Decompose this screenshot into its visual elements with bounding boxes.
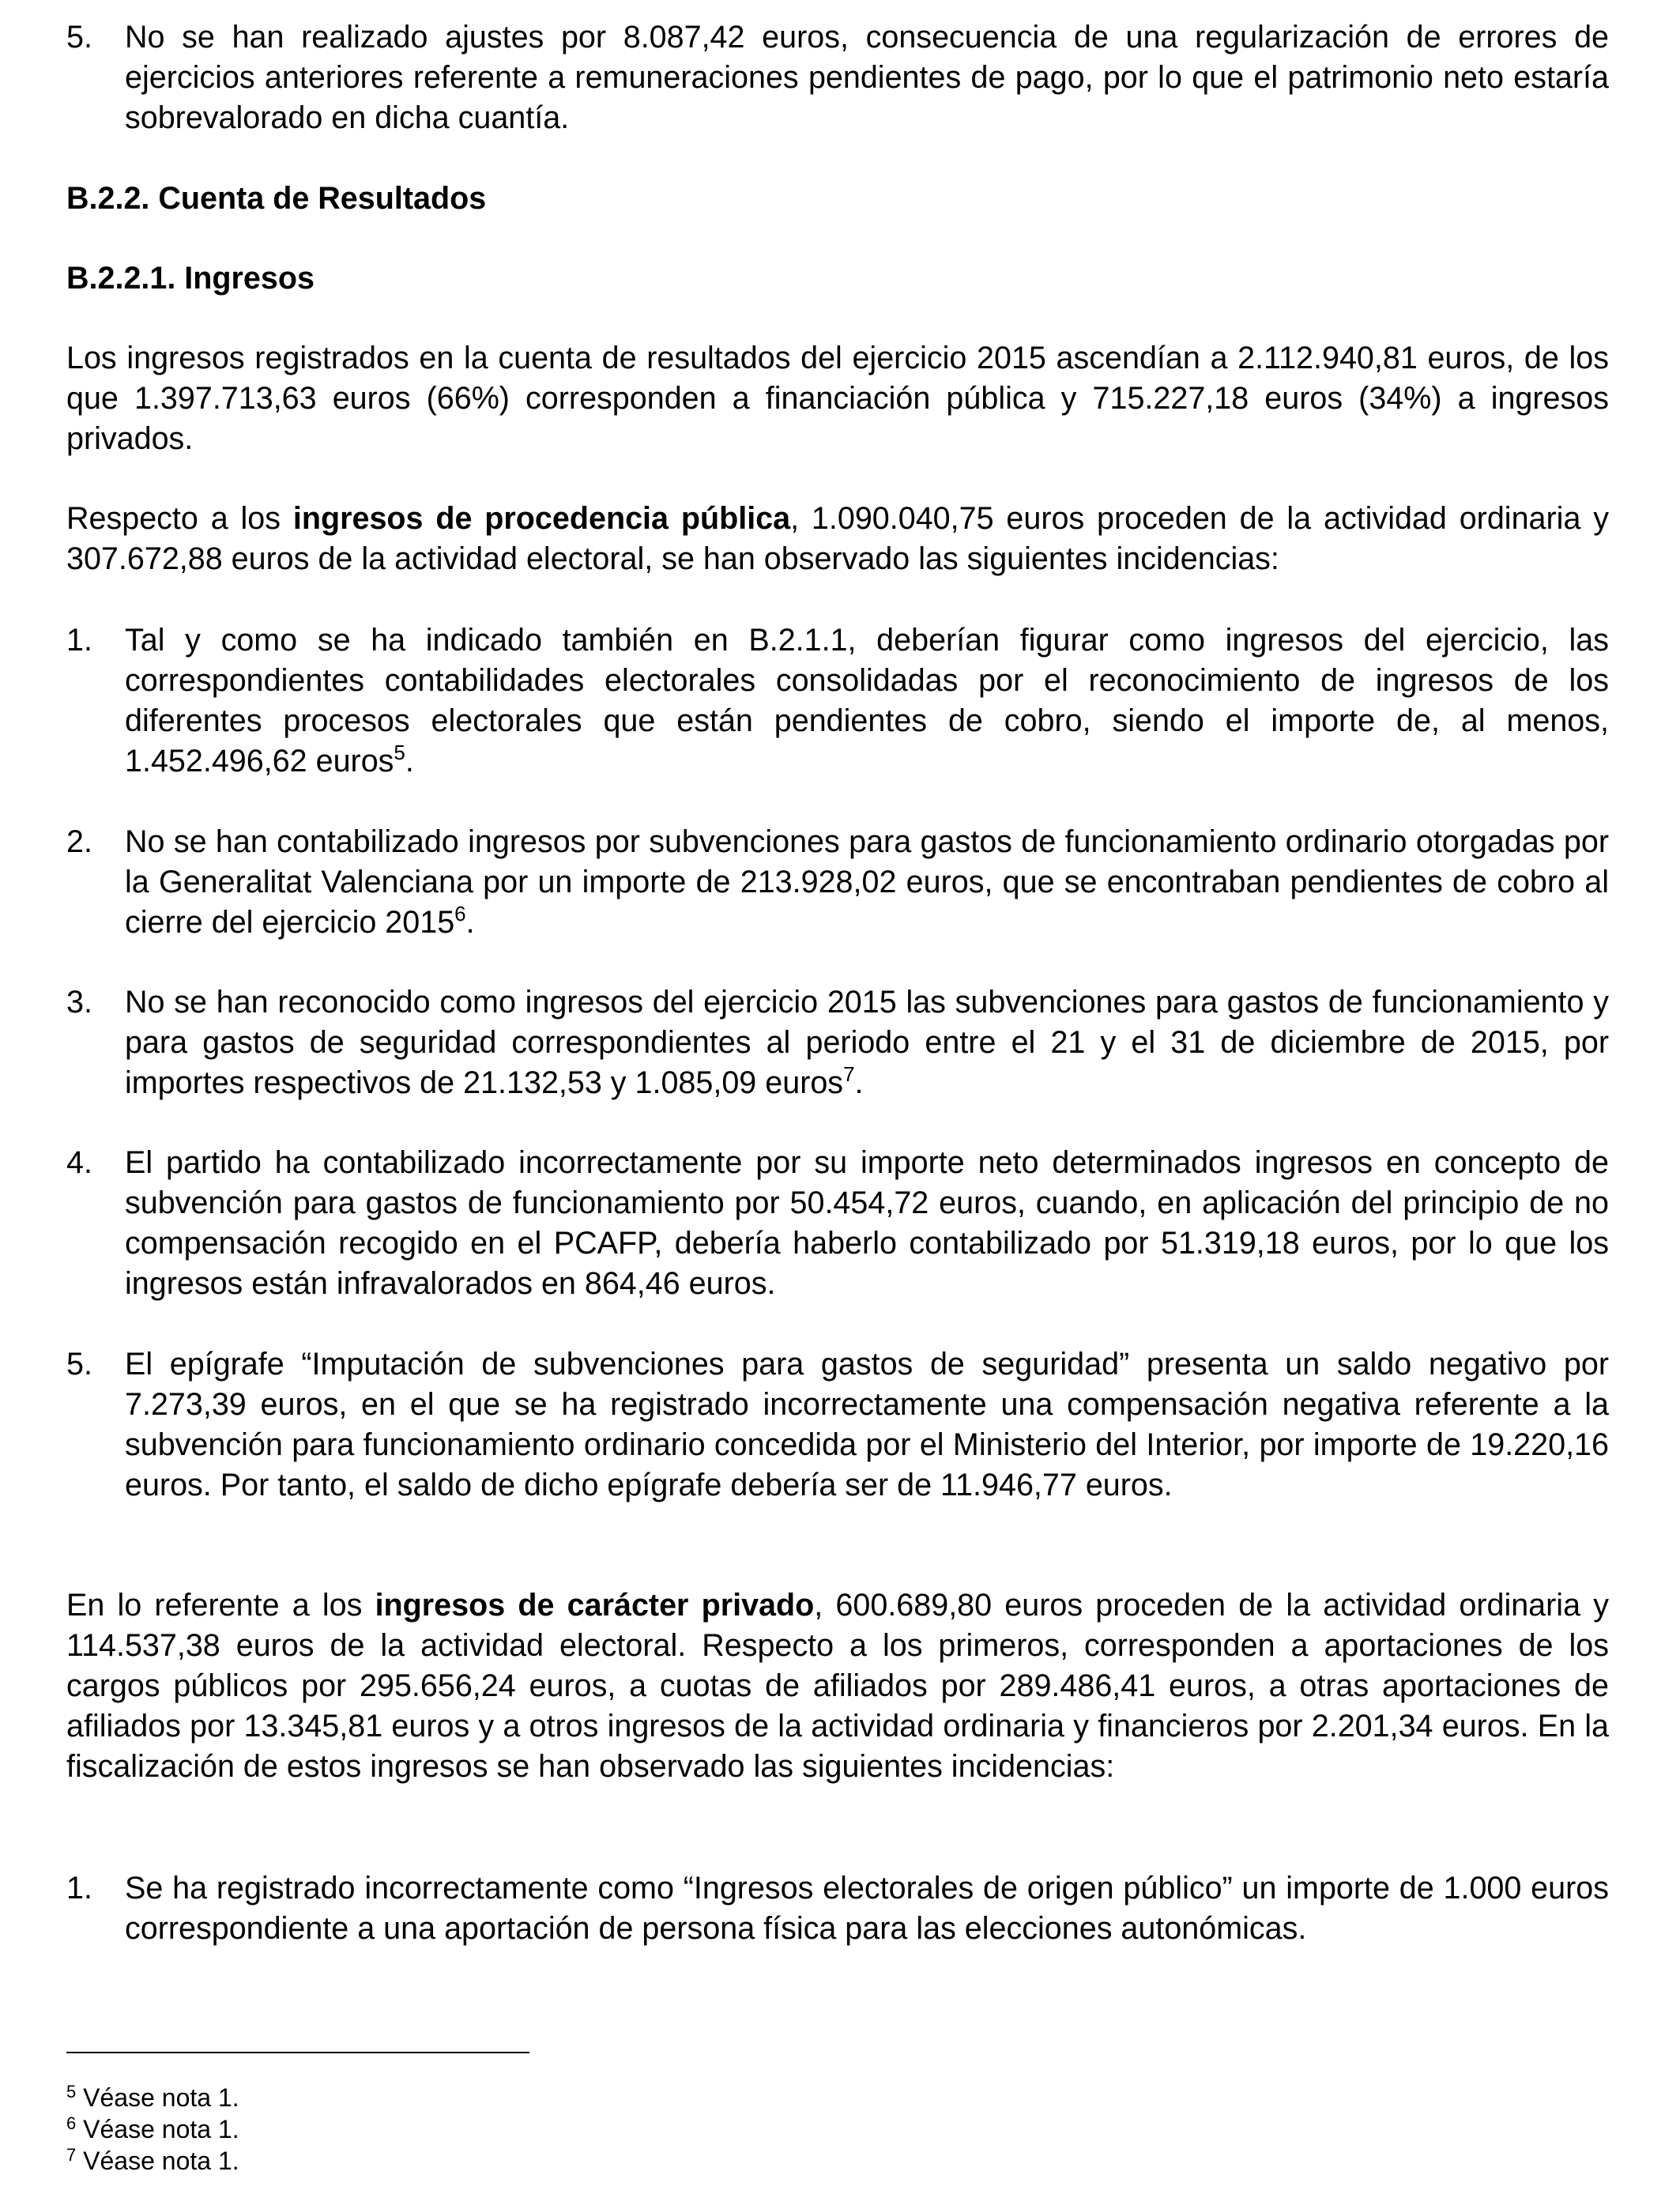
- footnote: [66, 2082, 239, 2113]
- private-income-paragraph: [66, 1585, 1609, 1787]
- list-text: El epígrafe “Imputación de subvenciones para gastos de seguridad” presenta un saldo negativo por 7.273,39 euros, en el que se ha registrado incorrectamente una compensación negativa referente a la subvención para funcionamiento ordinario concedida por el Ministerio del Interior, por importe de 19.220,16 euros. Por tanto, el saldo de dicho epígrafe debería ser de 11.946,77 euros.: [125, 1347, 1609, 1502]
- list-number: 4.: [66, 1145, 92, 1180]
- list-text-body: Tal y como se ha indicado también en B.2.1.1, deberían figurar como ingresos del ejercicio, las correspondientes contabilidades electorales consolidadas por el reconocimiento de ingresos de los diferentes procesos electorales que están pendientes de cobro, siendo el importe de, al menos, 1.452.496,62 euros: [125, 623, 1609, 778]
- footnote-text: Véase nota 1.: [83, 2083, 239, 2112]
- footnote-ref: 6: [454, 902, 466, 925]
- footnote-text: Véase nota 1.: [83, 2147, 239, 2175]
- list-number: 2.: [66, 824, 92, 859]
- paragraph-emphasis: ingresos de carácter privado: [375, 1588, 815, 1623]
- list-text: Se ha registrado incorrectamente como “Ingresos electorales de origen público” un importe de 1.000 euros correspondiente a una aportación de persona física para las elecciones autonómicas.: [125, 1871, 1609, 1946]
- list-item: [66, 1344, 1609, 1506]
- footnote-separator: [66, 2052, 529, 2053]
- list-item: [66, 17, 1609, 138]
- list-text-body: No se han reconocido como ingresos del ejercicio 2015 las subvenciones para gastos de funcionamiento y para gastos de seguridad correspondientes al periodo entre el 21 y el 31 de diciembre de 2015, por importes respectivos de 21.132,53 y 1.085,09 euros: [125, 985, 1609, 1100]
- list-number: 5.: [66, 1347, 92, 1382]
- list-text-end: .: [854, 1065, 864, 1100]
- list-text: El partido ha contabilizado incorrectamente por su importe neto determinados ingresos en concepto de subvención para gastos de funcionamiento por 50.454,72 euros, cuando, en aplicación del principio de no compensación recogido en el PCAFP, debería haberlo contabilizado por 51.319,18 euros, por lo que los ingresos están infravalorados en 864,46 euros.: [125, 1145, 1609, 1301]
- footnote-mark: 7: [66, 2145, 77, 2165]
- footnote-text: Véase nota 1.: [83, 2115, 239, 2143]
- paragraph-text: En lo referente a los: [66, 1588, 375, 1623]
- footnote: [66, 2113, 239, 2145]
- list-number: 3.: [66, 985, 92, 1020]
- footnote-ref: 5: [394, 741, 405, 764]
- income-paragraph: Los ingresos registrados en la cuenta de resultados del ejercicio 2015 ascendían a 2.112.940,81 euros, de los que 1.397.713,63 euros (66%) corresponden a financiación pública y 715.227,18 euros (34%) a ingresos privados.: [66, 341, 1609, 456]
- subsection-heading: B.2.2.1. Ingresos: [66, 261, 315, 296]
- list-item: [66, 1868, 1609, 1949]
- list-number: 1.: [66, 1871, 92, 1906]
- footnote-mark: 5: [66, 2082, 77, 2102]
- paragraph-emphasis: ingresos de procedencia pública: [292, 501, 791, 536]
- footnote-mark: 6: [66, 2113, 77, 2133]
- list-text-body: No se han contabilizado ingresos por subvenciones para gastos de funcionamiento ordinario otorgadas por la Generalitat Valenciana por un importe de 213.928,02 euros, que se encontraban pendientes de cobro al cierre del ejercicio 2015: [125, 824, 1609, 940]
- list-text: No se han realizado ajustes por 8.087,42 euros, consecuencia de una regularización de errores de ejercicios anteriores referente a remuneraciones pendientes de pago, por lo que el patrimonio neto estaría sobrevalorado en dicha cuantía.: [125, 20, 1609, 135]
- list-item: [66, 982, 1609, 1103]
- paragraph-text: , 1.090.040,75 euros proceden de la actividad ordinaria y 307.672,88 euros de la actividad electoral, se han observado las siguientes incidencias:: [66, 501, 1610, 576]
- list-text-end: .: [465, 905, 475, 940]
- section-heading: B.2.2. Cuenta de Resultados: [66, 181, 487, 216]
- footnote: [66, 2145, 239, 2177]
- list-item: [66, 620, 1609, 782]
- paragraph-text: , 600.689,80 euros proceden de la actividad ordinaria y 114.537,38 euros de la actividad electoral. Respecto a los primeros, corresponden a aportaciones de los cargos públicos por 295.656,24 euros, a cuotas de afiliados por 289.486,41 euros, a otras aportaciones de afiliados por 13.345,81 euros y a otros ingresos de la actividad ordinaria y financieros por 2.201,34 euros. En la fiscalización de estos ingresos se han observado las siguientes incidencias:: [66, 1588, 1609, 1784]
- list-number: 1.: [66, 623, 92, 658]
- list-number: 5.: [66, 20, 92, 55]
- list-item: [66, 1143, 1609, 1304]
- list-text: [125, 620, 1609, 782]
- list-text: [125, 822, 1609, 943]
- paragraph-text: Respecto a los: [66, 501, 293, 536]
- public-income-paragraph: [66, 499, 1609, 579]
- list-text: [125, 982, 1609, 1103]
- list-text-end: .: [405, 744, 414, 778]
- list-item: [66, 822, 1609, 943]
- footnote-ref: 7: [843, 1062, 855, 1086]
